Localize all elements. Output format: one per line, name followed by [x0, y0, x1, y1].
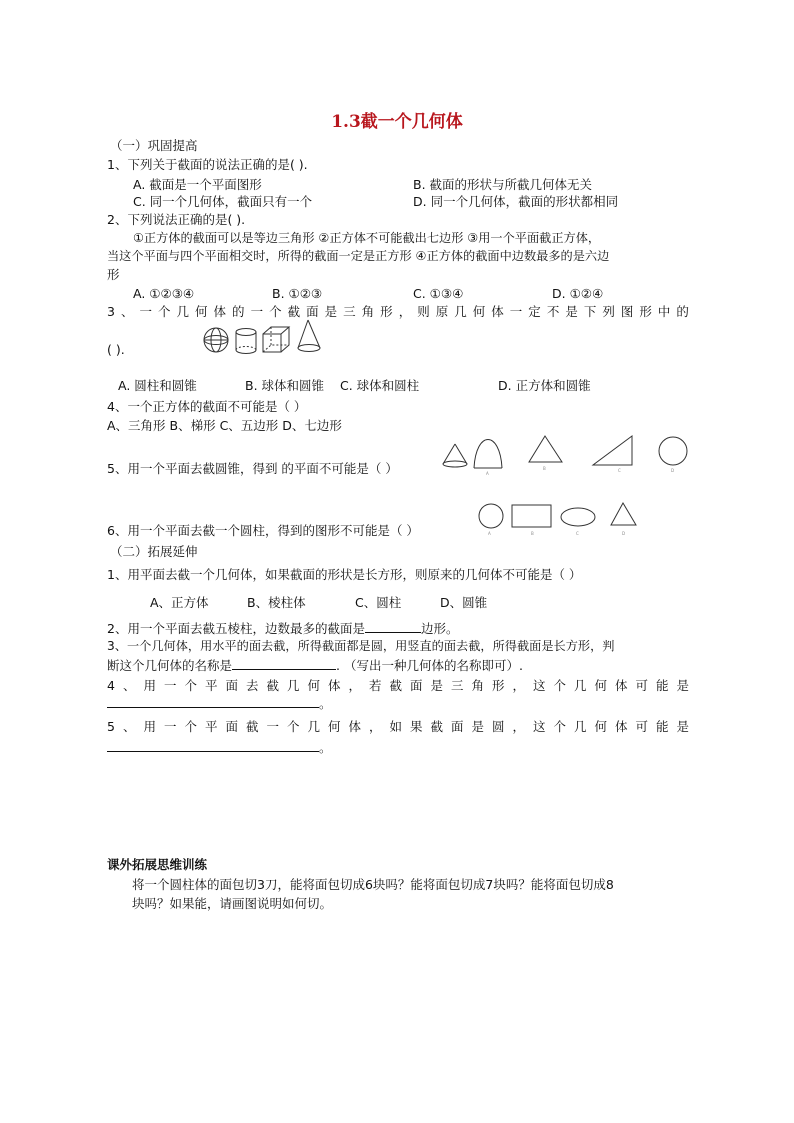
stem-char: 几	[307, 719, 320, 734]
ellipse-icon	[561, 508, 595, 536]
stem-char: 体	[491, 304, 504, 319]
q3-figures	[200, 318, 330, 358]
stem-char: 3	[107, 304, 115, 319]
stem-char: 是	[430, 678, 443, 693]
triangle-icon	[529, 436, 562, 471]
s2-q3-text: 断这个几何体的名称是	[107, 658, 233, 673]
stem-char: 个	[553, 719, 566, 734]
stem-char: 一	[509, 304, 523, 319]
stem-char: 体	[213, 304, 227, 319]
cone-icon	[298, 320, 320, 352]
stem-char: 5	[107, 719, 115, 734]
stem-char: 中	[657, 304, 671, 319]
stem-char: ，	[512, 719, 525, 734]
stem-char: 面	[409, 678, 423, 693]
q3-option-d: D. 正方体和圆锥	[498, 378, 591, 393]
q4-stem: 4、一个正方体的截面不可能是（ ）	[107, 399, 307, 414]
rectangle-icon	[512, 505, 551, 536]
stem-char: ，	[368, 719, 382, 734]
stem-char: 截	[287, 304, 301, 319]
stem-char: 面	[450, 719, 464, 734]
stem-char: 个	[184, 678, 197, 693]
s2-q5-answer-line	[107, 738, 332, 756]
stem-char: 一	[163, 678, 177, 693]
s2-q3-line: 3、一个几何体，用水平的面去截，所得截面都是圆，用竖直的面去截，所得截面是长方形，判	[107, 639, 615, 653]
stem-char: 体	[614, 678, 628, 693]
stem-char: 定	[528, 304, 541, 319]
s2-q2-text: 2、用一个平面去截五棱柱，边数最多的截面是	[107, 621, 365, 636]
q2-statement-line: 当这个平面与四个平面相交时，所得的截面一定是正方形 ④正方体的截面中边数最多的是六边	[107, 249, 610, 263]
circle-icon	[659, 437, 687, 473]
q3-option-b: B. 球体和圆锥	[245, 378, 325, 393]
stem-char: 、	[122, 719, 136, 734]
cube-icon	[263, 327, 289, 352]
q6-stem: 6、用一个平面去截一个圆柱，得到的图形不可能是（ ）	[107, 523, 419, 538]
stem-char: 原	[435, 304, 449, 319]
stem-char: 这	[532, 719, 546, 734]
stem-char: 三	[450, 678, 464, 693]
q2-statement-line: 形	[107, 267, 120, 282]
stem-char: 角	[361, 304, 375, 319]
extra-line: 块吗？如果能，请画图说明如何切。	[132, 896, 333, 911]
extra-header: 课外拓展思维训练	[107, 857, 208, 872]
stem-char: 何	[307, 678, 320, 693]
stem-char: 用	[143, 678, 156, 693]
section1-header: （一）巩固提高	[110, 138, 198, 153]
stem-char: 列	[602, 304, 615, 319]
stem-char: 的	[232, 304, 245, 319]
stem-char: 几	[573, 678, 587, 693]
s2-q1-stem: 1、用平面去截一个几何体，如果截面的形状是长方形，则原来的几何体不可能是（ ）	[107, 567, 582, 582]
stem-char: 何	[327, 719, 341, 734]
stem-char: 角	[471, 678, 484, 693]
stem-char: 的	[676, 304, 689, 319]
option-label: B	[543, 466, 546, 471]
stem-char: 、	[120, 304, 134, 319]
stem-char: 截	[389, 678, 402, 693]
stem-char: 可	[635, 678, 648, 693]
answer-blank[interactable]	[365, 619, 421, 633]
q5-stem: 5、用一个平面去截圆锥，得到 的平面不可能是（ ）	[107, 461, 398, 476]
stem-char: 截	[245, 719, 259, 734]
option-label: D	[622, 531, 626, 536]
stem-char: 何	[594, 678, 607, 693]
answer-blank[interactable]	[107, 694, 319, 708]
s2-q4-stem	[107, 677, 689, 694]
stem-char: 个	[553, 678, 566, 693]
s2-q1-option-d: D、圆锥	[440, 595, 488, 610]
stem-char: 几	[176, 304, 190, 319]
stem-char: 、	[122, 678, 136, 693]
stem-char: 是	[471, 719, 484, 734]
q1-option-d: D. 同一个几何体，截面的形状都相同	[413, 194, 619, 209]
section2-header: （二）拓展延伸	[110, 544, 198, 559]
stem-char: 用	[143, 719, 156, 734]
s2-q2-text: 边形。	[420, 621, 459, 636]
option-label: B	[531, 531, 534, 536]
stem-char: 面	[306, 304, 319, 319]
stem-char: 可	[635, 719, 648, 734]
stem-char: 面	[225, 719, 238, 734]
s2-q1-option-c: C、圆柱	[355, 595, 402, 610]
cone-icon	[443, 444, 467, 467]
sphere-icon	[204, 328, 228, 352]
s2-q4-answer-line	[107, 694, 332, 712]
stem-char: 是	[324, 304, 338, 319]
q1-option-b: B. 截面的形状与所截几何体无关	[413, 177, 593, 192]
stem-char: 一	[266, 719, 279, 734]
stem-char: 何	[472, 304, 486, 319]
q3-option-c: C. 球体和圆柱	[340, 378, 420, 393]
q2-statement-line: ①正方体的截面可以是等边三角形 ②正方体不可能截出七边形 ③用一个平面截正方体，	[133, 231, 601, 245]
s2-q2	[107, 619, 458, 637]
stem-char: 个	[157, 304, 171, 319]
stem-char: 形	[639, 304, 652, 319]
triangle-icon	[611, 503, 636, 536]
q3-paren: ( ).	[107, 342, 125, 357]
s2-q1-option-b: B、棱柱体	[247, 595, 306, 610]
s2-q3-line	[107, 656, 523, 674]
q2-stem: 2、下列说法正确的是( ).	[107, 212, 246, 227]
stem-char: 截	[430, 719, 443, 734]
q2-option-c: C. ①③④	[413, 286, 464, 301]
parabola-shape-icon	[474, 440, 502, 477]
stem-char: 几	[573, 719, 587, 734]
stem-char: 何	[594, 719, 607, 734]
q1-option-a: A. 截面是一个平面图形	[133, 177, 262, 192]
stem-char: 能	[655, 719, 669, 734]
stem-char: 图	[620, 304, 634, 319]
stem-char: 这	[532, 678, 546, 693]
q2-option-b: B. ①②③	[272, 286, 323, 301]
stem-char: 个	[184, 719, 197, 734]
stem-char: 几	[286, 678, 300, 693]
q3-stem	[107, 303, 689, 320]
stem-char: 一	[163, 719, 177, 734]
stem-char: 形	[380, 304, 393, 319]
stem-char: 4	[107, 678, 115, 693]
stem-char: 体	[348, 719, 361, 734]
stem-char: 形	[491, 678, 505, 693]
stem-char: 个	[286, 719, 300, 734]
stem-char: 不	[546, 304, 560, 319]
q5-figures	[440, 432, 690, 476]
stem-char: 下	[583, 304, 597, 319]
stem-char: 面	[225, 678, 238, 693]
stem-char: 是	[565, 304, 578, 319]
stem-char: 体	[327, 678, 341, 693]
option-label: C	[618, 468, 621, 473]
q4-options: A、三角形 B、梯形 C、五边形 D、七边形	[107, 418, 342, 433]
stem-char: 能	[655, 678, 669, 693]
stem-char: 如	[389, 719, 402, 734]
stem-char: 一	[139, 304, 152, 319]
q6-figures	[476, 500, 646, 540]
q1-stem: 1、下列关于截面的说法正确的是( ).	[107, 157, 308, 172]
s2-q3-text: . （写出一种几何体的名称即可）.	[336, 658, 523, 673]
stem-char: 几	[454, 304, 467, 319]
period: 。	[319, 740, 332, 755]
cylinder-icon	[236, 329, 256, 354]
answer-blank[interactable]	[232, 656, 336, 670]
page-title: 1.3截一个几何体	[331, 112, 463, 132]
stem-char: 果	[409, 719, 423, 734]
stem-char: 是	[676, 719, 689, 734]
option-label: D	[671, 468, 675, 473]
stem-char: 体	[614, 719, 628, 734]
period: 。	[319, 696, 332, 711]
stem-char: 圆	[491, 719, 505, 734]
stem-char: 三	[343, 304, 356, 319]
s2-q1-option-a: A、正方体	[150, 595, 209, 610]
stem-char: 一	[250, 304, 264, 319]
stem-char: 是	[676, 678, 689, 693]
option-label: A	[488, 531, 491, 536]
stem-char: 何	[195, 304, 208, 319]
stem-char: 平	[204, 719, 218, 734]
right-triangle-icon	[593, 436, 632, 473]
stem-char: 则	[417, 304, 430, 319]
q2-option-a: A. ①②③④	[133, 286, 195, 301]
stem-char: 截	[266, 678, 279, 693]
s2-q5-stem	[107, 718, 689, 735]
option-label: C	[576, 531, 579, 536]
stem-char: 个	[269, 304, 282, 319]
answer-blank[interactable]	[107, 738, 319, 752]
stem-char: ，	[398, 304, 412, 319]
stem-char: 去	[245, 678, 259, 693]
stem-char: 平	[204, 678, 218, 693]
option-label: A	[486, 471, 489, 476]
q3-option-a: A. 圆柱和圆锥	[118, 378, 197, 393]
stem-char: 若	[368, 678, 382, 693]
q2-option-d: D. ①②④	[552, 286, 604, 301]
extra-line: 将一个圆柱体的面包切3刀，能将面包切成6块吗？能将面包切成7块吗？能将面包切成8	[132, 877, 614, 892]
stem-char: ，	[512, 678, 525, 693]
stem-char: ，	[348, 678, 361, 693]
q1-option-c: C. 同一个几何体，截面只有一个	[133, 194, 313, 209]
circle-icon	[479, 504, 503, 536]
